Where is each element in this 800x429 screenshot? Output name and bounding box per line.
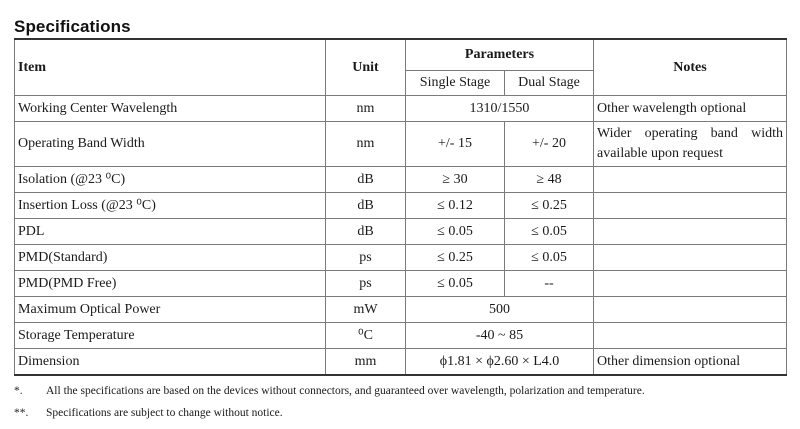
table-row xyxy=(15,122,787,167)
header-parameters: Parameters xyxy=(406,39,594,71)
parameter-cell: ϕ1.81 × ϕ2.60 × L4.0 xyxy=(406,349,594,376)
unit-cell: dB xyxy=(326,167,406,193)
item-cell: Dimension xyxy=(15,349,326,376)
item-cell: PDL xyxy=(15,219,326,245)
parameter-cell: -40 ~ 85 xyxy=(406,323,594,349)
single-stage-cell: ≤ 0.05 xyxy=(406,219,505,245)
dual-stage-cell: -- xyxy=(505,271,594,297)
table-row xyxy=(15,349,787,376)
unit-cell: ps xyxy=(326,245,406,271)
dual-stage-cell: ≤ 0.25 xyxy=(505,193,594,219)
footnote-mark: *. xyxy=(14,385,23,397)
notes-cell xyxy=(594,297,787,323)
unit-cell: dB xyxy=(326,219,406,245)
dual-stage-cell: ≤ 0.05 xyxy=(505,219,594,245)
table-header-row xyxy=(15,39,787,71)
header-notes: Notes xyxy=(594,39,787,96)
item-cell: Storage Temperature xyxy=(15,323,326,349)
item-cell: Maximum Optical Power xyxy=(15,297,326,323)
header-unit: Unit xyxy=(326,39,406,96)
item-cell: Operating Band Width xyxy=(15,122,326,167)
unit-cell: nm xyxy=(326,96,406,122)
parameter-cell: 500 xyxy=(406,297,594,323)
header-dual-stage: Dual Stage xyxy=(505,71,594,96)
unit-cell: ⁰C xyxy=(326,323,406,349)
table-row xyxy=(15,219,787,245)
single-stage-cell: ≥ 30 xyxy=(406,167,505,193)
notes-cell xyxy=(594,245,787,271)
footnote-text: Specifications are subject to change without notice. xyxy=(46,407,283,419)
table-row xyxy=(15,245,787,271)
notes-cell: Wider operating band width available upon request xyxy=(594,122,787,167)
single-stage-cell: ≤ 0.12 xyxy=(406,193,505,219)
unit-cell: nm xyxy=(326,122,406,167)
notes-cell xyxy=(594,219,787,245)
table-row xyxy=(15,323,787,349)
single-stage-cell: ≤ 0.05 xyxy=(406,271,505,297)
dual-stage-cell: +/- 20 xyxy=(505,122,594,167)
table-row xyxy=(15,167,787,193)
unit-cell: dB xyxy=(326,193,406,219)
item-cell: Isolation (@23 ⁰C) xyxy=(15,167,326,193)
table-row xyxy=(15,96,787,122)
unit-cell: mm xyxy=(326,349,406,376)
unit-cell: ps xyxy=(326,271,406,297)
footnote xyxy=(14,380,645,402)
item-cell: PMD(Standard) xyxy=(15,245,326,271)
table-row xyxy=(15,193,787,219)
notes-cell xyxy=(594,271,787,297)
notes-cell: Other wavelength optional xyxy=(594,96,787,122)
single-stage-cell: +/- 15 xyxy=(406,122,505,167)
header-item: Item xyxy=(15,39,326,96)
item-cell: Working Center Wavelength xyxy=(15,96,326,122)
footnotes xyxy=(14,380,645,424)
notes-cell xyxy=(594,193,787,219)
page-title: Specifications xyxy=(14,17,131,36)
specifications-table xyxy=(14,38,787,376)
single-stage-cell: ≤ 0.25 xyxy=(406,245,505,271)
notes-cell xyxy=(594,323,787,349)
item-cell: Insertion Loss (@23 ⁰C) xyxy=(15,193,326,219)
dual-stage-cell: ≥ 48 xyxy=(505,167,594,193)
notes-cell: Other dimension optional xyxy=(594,349,787,376)
footnote-mark: **. xyxy=(14,407,29,419)
header-single-stage: Single Stage xyxy=(406,71,505,96)
unit-cell: mW xyxy=(326,297,406,323)
footnote-text: All the specifications are based on the devices without connectors, and guaranteed over wavelength, polarization and temperature. xyxy=(46,385,645,397)
table-row xyxy=(15,271,787,297)
dual-stage-cell: ≤ 0.05 xyxy=(505,245,594,271)
table-row xyxy=(15,297,787,323)
item-cell: PMD(PMD Free) xyxy=(15,271,326,297)
parameter-cell: 1310/1550 xyxy=(406,96,594,122)
footnote xyxy=(14,402,645,424)
notes-cell xyxy=(594,167,787,193)
